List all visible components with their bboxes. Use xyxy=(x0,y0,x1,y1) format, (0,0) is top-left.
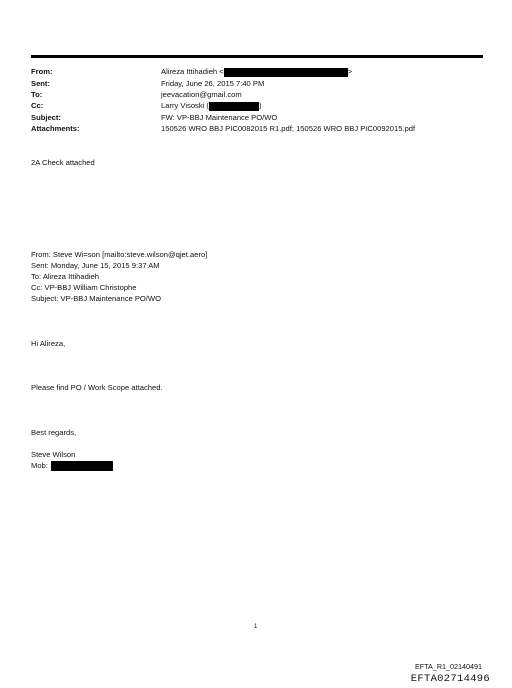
fwd-cc: Cc: VP-BBJ William Christophe xyxy=(31,283,137,292)
message-text: Please find PO / Work Scope attached. xyxy=(31,383,163,392)
sent-value: Friday, June 26, 2015 7:40 PM xyxy=(161,79,265,88)
fwd-from: From: Steve Wi=son [mailto:steve.wilson@qjet.aero] xyxy=(31,250,208,259)
cc-label: Cc: xyxy=(31,101,44,110)
efta-stamp-small: EFTA_R1_02140491 xyxy=(415,662,482,671)
cc-value xyxy=(161,101,262,111)
fwd-subject: Subject: VP-BBJ Maintenance PO/WO xyxy=(31,294,161,303)
closing: Best regards, xyxy=(31,428,77,437)
redaction-block xyxy=(209,102,259,111)
header-rule xyxy=(31,55,483,58)
signature-name: Steve Wilson xyxy=(31,450,76,459)
page-number: 1 xyxy=(254,624,258,630)
redaction-block xyxy=(51,461,113,471)
to-label: To: xyxy=(31,90,43,99)
efta-stamp-large: EFTA02714496 xyxy=(410,673,490,685)
attachments-label: Attachments: xyxy=(31,124,80,133)
cc-name: Larry Visoski ( xyxy=(161,101,209,110)
cc-suffix: ) xyxy=(258,101,262,110)
from-name: Alireza Ittihadieh < xyxy=(161,67,224,76)
fwd-sent: Sent: Monday, June 15, 2015 9:37 AM xyxy=(31,261,160,270)
mobile-label: Mob: xyxy=(31,461,48,470)
redaction-block xyxy=(224,68,348,77)
fwd-to: To: Alireza Ittihadieh xyxy=(31,272,99,281)
body-line: 2A Check attached xyxy=(31,158,95,167)
from-suffix: > xyxy=(347,67,353,76)
subject-value: FW: VP-BBJ Maintenance PO/WO xyxy=(161,113,278,122)
attachments-value: 150526 WRO BBJ PIC0082015 R1.pdf; 150526 WRO BBJ PIC0092015.pdf xyxy=(161,124,416,133)
from-label: From: xyxy=(31,67,53,76)
to-value: jeevacation@gmail.com xyxy=(161,90,242,99)
mobile-line xyxy=(31,461,113,471)
subject-label: Subject: xyxy=(31,113,61,122)
greeting: Hi Alireza, xyxy=(31,339,66,348)
sent-label: Sent: xyxy=(31,79,50,88)
from-value xyxy=(161,67,352,77)
